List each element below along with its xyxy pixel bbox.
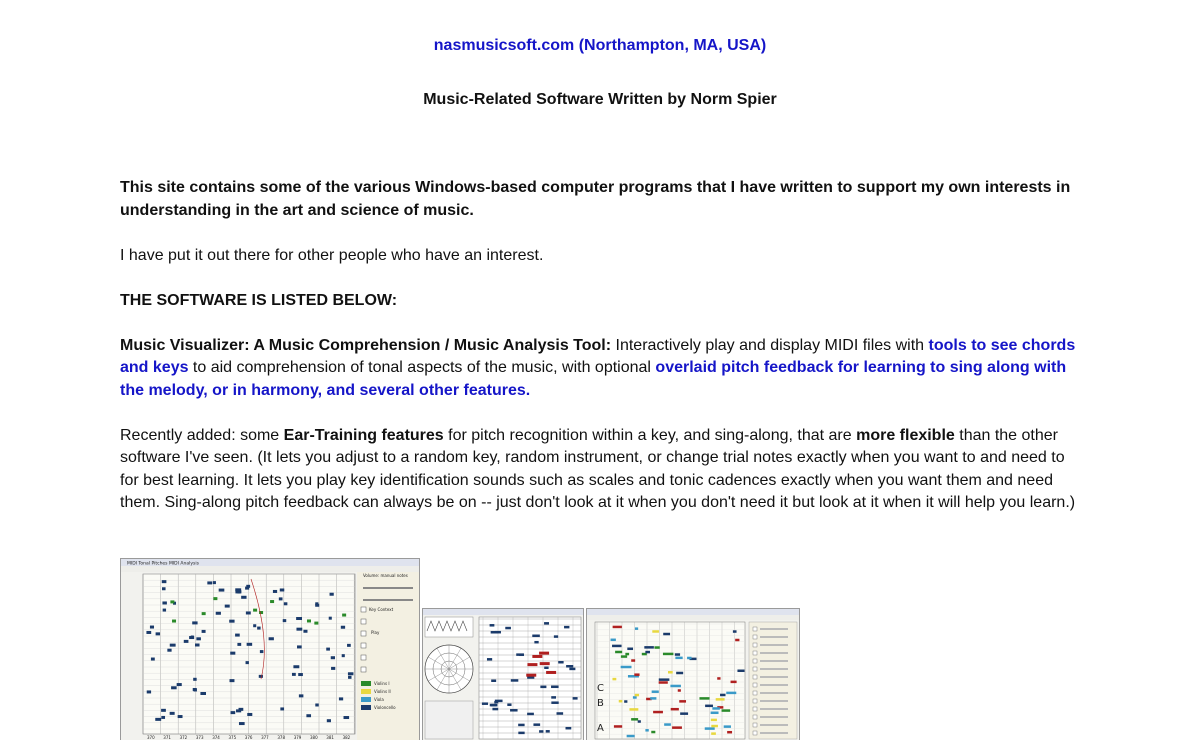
shot3-option xyxy=(760,652,788,654)
track-name: Violins II xyxy=(374,689,391,694)
roll-note xyxy=(299,694,304,697)
shot3-option xyxy=(760,636,788,638)
shot3-option xyxy=(760,716,788,718)
shot3-note-bar xyxy=(722,709,731,712)
axis-tick-label: 372 xyxy=(179,735,188,740)
shot3-note-bar xyxy=(705,705,713,708)
screenshot-3-image xyxy=(587,609,799,740)
staff-note xyxy=(546,730,550,733)
roll-note xyxy=(229,620,234,623)
roll-note xyxy=(273,590,277,593)
staff-note xyxy=(573,697,578,700)
roll-note xyxy=(298,673,303,676)
roll-note xyxy=(284,602,288,605)
roll-note xyxy=(280,588,284,591)
roll-note xyxy=(213,581,216,584)
roll-note xyxy=(161,716,165,719)
shot3-note-bar xyxy=(671,708,679,711)
ear-training-paragraph xyxy=(120,425,1082,515)
shot3-option xyxy=(760,668,788,670)
shot3-option xyxy=(760,708,788,710)
shot3-note-bar xyxy=(731,681,737,684)
shot3-option xyxy=(760,676,788,678)
roll-note xyxy=(247,643,253,646)
staff-note xyxy=(511,679,519,682)
ear-training-text-1: Recently added: some xyxy=(120,426,284,444)
shot3-note-bar xyxy=(726,692,736,695)
shot3-note-bar xyxy=(651,731,655,734)
staff-note xyxy=(551,686,559,689)
staff-note-red xyxy=(540,662,550,665)
staff-note xyxy=(527,713,534,716)
roll-note-highlight xyxy=(213,597,217,600)
roll-note xyxy=(170,644,176,647)
pitch-feedback-link[interactable]: overlaid pitch feedback for learning to sing along with the melody, or in harmony, and several other features xyxy=(120,359,1067,399)
shot3-note-bar xyxy=(653,711,663,714)
page-title: Music-Related Software Written by Norm Spier xyxy=(423,91,777,108)
shot3-option xyxy=(760,724,788,726)
shot3-checkbox xyxy=(753,683,757,687)
chord-letter-c: C xyxy=(597,683,604,694)
roll-note xyxy=(236,709,241,712)
roll-note xyxy=(230,652,235,655)
roll-note xyxy=(191,636,194,639)
roll-note-highlight xyxy=(253,609,257,612)
roll-note xyxy=(151,658,155,661)
roll-note xyxy=(219,589,225,592)
shot3-note-bar xyxy=(645,729,648,732)
staff-note xyxy=(532,635,540,638)
staff-note xyxy=(490,624,495,626)
shot3-note-bar xyxy=(621,666,632,669)
roll-note xyxy=(257,627,260,630)
staff-note xyxy=(507,703,511,706)
roll-note xyxy=(296,628,302,631)
shot3-note-bar xyxy=(659,681,668,684)
roll-note xyxy=(342,654,345,657)
roll-note xyxy=(303,630,307,633)
roll-note xyxy=(279,597,283,600)
roll-note xyxy=(162,580,167,583)
screenshot-music-visualizer[interactable] xyxy=(120,558,420,740)
axis-tick-label: 376 xyxy=(244,735,253,740)
shot3-note-bar xyxy=(711,712,719,715)
roll-note xyxy=(348,676,351,679)
shot3-note-bar xyxy=(614,725,622,728)
shot3-note-bar xyxy=(611,639,616,642)
visualizer-paragraph xyxy=(120,335,1082,403)
axis-tick-label: 380 xyxy=(310,735,318,740)
shot3-checkbox xyxy=(753,731,757,735)
roll-note-highlight xyxy=(170,600,174,603)
screenshot-chord-analysis[interactable] xyxy=(586,608,800,740)
roll-note-highlight xyxy=(202,612,206,615)
roll-note xyxy=(330,593,334,596)
roll-note xyxy=(331,656,335,659)
roll-note-highlight xyxy=(314,622,318,625)
roll-note xyxy=(347,644,351,647)
shot3-note-bar xyxy=(652,630,659,633)
shot1-axis-labels xyxy=(147,735,351,740)
staff-note xyxy=(510,709,517,712)
staff-note xyxy=(505,627,511,630)
roll-note xyxy=(150,626,154,629)
shot3-note-bar xyxy=(699,697,709,700)
shot3-note-bar xyxy=(664,723,671,726)
shot3-note-bar xyxy=(612,645,622,648)
axis-tick-label: 375 xyxy=(228,735,237,740)
visualizer-text-2: to aid comprehension of tonal aspects of the music, with optional xyxy=(188,359,656,376)
roll-note xyxy=(231,711,236,714)
track-swatch xyxy=(361,681,371,686)
shot3-note-bar xyxy=(615,651,622,654)
shot3-note-bar xyxy=(638,720,641,723)
shot3-note-bar xyxy=(711,732,716,735)
track-swatch xyxy=(361,689,371,694)
visualizer-name: Music Visualizer: A Music Comprehension / Music Analysis Tool: xyxy=(120,336,612,354)
staff-note xyxy=(494,701,498,704)
shot3-note-bar xyxy=(678,689,681,692)
shot3-note-bar xyxy=(645,651,650,654)
roll-note-highlight xyxy=(172,620,176,623)
roll-note xyxy=(225,605,230,608)
roll-note xyxy=(235,634,240,637)
roll-note xyxy=(170,712,175,715)
staff-note xyxy=(569,668,575,671)
staff-note xyxy=(491,679,496,682)
roll-note xyxy=(283,619,287,622)
staff-note-red xyxy=(526,674,536,677)
roll-note xyxy=(202,630,206,633)
shot3-checkbox xyxy=(753,635,757,639)
staff-note-red xyxy=(532,655,542,658)
staff-note xyxy=(490,704,497,707)
shot3-option xyxy=(760,628,788,630)
shot3-note-bar xyxy=(737,670,744,673)
more-flexible-bold: more flexible xyxy=(856,426,955,444)
audience-paragraph: I have put it out there for other people who have an interest. xyxy=(120,246,544,264)
shot3-option xyxy=(760,644,788,646)
roll-note xyxy=(329,617,332,620)
shot3-option xyxy=(760,660,788,662)
roll-note xyxy=(156,632,160,635)
staff-note xyxy=(534,641,538,644)
shot3-note-bar xyxy=(679,700,686,703)
roll-note xyxy=(341,626,345,629)
roll-note-highlight xyxy=(342,614,346,617)
roll-note xyxy=(280,707,284,710)
shot3-note-bar xyxy=(711,719,717,722)
staff-note-red xyxy=(546,671,556,674)
shot3-note-bar xyxy=(711,725,718,728)
roll-note xyxy=(339,697,343,700)
staff-note xyxy=(487,658,492,661)
shot3-note-bar xyxy=(624,700,627,703)
pitch-feedback-period: . xyxy=(525,381,531,399)
staff-note xyxy=(491,631,499,634)
roll-note xyxy=(259,675,263,678)
staff-note xyxy=(558,661,563,664)
shot3-note-bar xyxy=(613,626,622,629)
roll-note xyxy=(167,649,171,652)
roll-note xyxy=(331,667,335,670)
ear-training-bold: Ear-Training features xyxy=(283,426,444,444)
staff-note xyxy=(533,723,540,726)
ear-training-text-3: than the other software I've seen. (It lets you adjust to a random key, random instrument, or change trial notes exactly when you want to and need to for best learning. It lets you play key identification sounds such as scales and tonic cadences exactly when you want them and need them. Sing-along pitch feedback can always be on -- just don't look at it when you don't need it but look at it when it will help you learn.) xyxy=(120,426,1076,511)
roll-note xyxy=(253,624,256,627)
axis-tick-label: 378 xyxy=(277,735,286,740)
roll-note xyxy=(260,650,264,653)
shot3-option xyxy=(760,692,788,694)
staff-note xyxy=(539,730,543,733)
chord-letter-a: A xyxy=(597,723,604,734)
shot3-note-bar xyxy=(654,646,659,649)
shot3-checkbox xyxy=(753,659,757,663)
shot3-checkbox xyxy=(753,667,757,671)
shot3-note-bar xyxy=(687,657,691,660)
roll-note-highlight xyxy=(307,619,311,622)
chords-keys-link[interactable]: tools to see chords and keys xyxy=(120,336,1076,376)
roll-note xyxy=(348,672,353,675)
shot3-note-bar xyxy=(629,708,638,711)
roll-note xyxy=(155,718,161,721)
roll-note xyxy=(247,713,252,716)
visualizer-text-1: Interactively play and display MIDI files with xyxy=(611,336,929,354)
roll-note xyxy=(178,715,183,718)
shot3-note-bar xyxy=(634,673,639,676)
shot3-note-bar xyxy=(644,646,654,649)
shot3-note-bar xyxy=(619,700,623,703)
roll-note xyxy=(195,643,200,646)
shot3-note-bar xyxy=(675,653,680,656)
axis-tick-label: 374 xyxy=(212,735,220,740)
roll-note xyxy=(246,661,249,664)
shot3-note-bar xyxy=(680,712,688,715)
roll-note xyxy=(162,587,166,590)
shot3-checkbox xyxy=(753,707,757,711)
staff-note xyxy=(482,702,488,705)
roll-note xyxy=(216,612,221,615)
roll-note xyxy=(146,631,151,634)
main-content xyxy=(120,177,1082,537)
roll-note xyxy=(192,621,197,624)
shot3-note-bar xyxy=(635,694,639,697)
shot3-note-bar xyxy=(672,726,682,729)
software-list-heading: THE SOFTWARE IS LISTED BELOW: xyxy=(120,291,398,309)
shot3-note-bar xyxy=(727,731,732,734)
shot3-checkbox xyxy=(753,715,757,719)
axis-tick-label: 373 xyxy=(195,735,204,740)
shot3-note-bar xyxy=(635,627,638,630)
shot3-note-bar xyxy=(625,653,629,656)
roll-note xyxy=(306,714,311,717)
roll-note xyxy=(196,637,201,640)
shot3-checkbox xyxy=(753,627,757,631)
staff-note xyxy=(544,667,548,670)
ear-training-text-2: for pitch recognition within a key, and sing-along, that are xyxy=(443,426,857,444)
shot3-note-bar xyxy=(676,672,683,675)
staff-note xyxy=(554,635,558,638)
roll-note xyxy=(184,640,189,643)
staff-note xyxy=(564,626,569,629)
shot3-note-bar xyxy=(633,696,637,699)
shot3-note-bar xyxy=(668,671,673,674)
screenshot-gallery xyxy=(120,558,800,740)
roll-note xyxy=(293,665,299,668)
roll-note xyxy=(163,609,166,612)
shot3-note-bar xyxy=(675,657,682,660)
shot3-note-bar xyxy=(670,685,681,688)
axis-tick-label: 377 xyxy=(261,735,269,740)
shot3-note-bar xyxy=(663,633,670,636)
screenshot-2-image xyxy=(423,609,583,740)
shot3-note-bar xyxy=(733,630,737,633)
roll-note xyxy=(246,611,251,614)
intro-paragraph: This site contains some of the various Windows-based computer programs that I have written to support my own interests in understanding in the art and science of music. xyxy=(120,179,1071,219)
shot3-note-bar xyxy=(627,648,633,651)
shot3-option xyxy=(760,732,788,734)
roll-note xyxy=(162,601,166,604)
roll-note xyxy=(327,719,331,722)
shot3-note-bar xyxy=(720,694,725,697)
roll-note xyxy=(296,617,302,620)
shot1-key-context-label: Key Context xyxy=(369,607,394,612)
staff-note xyxy=(566,665,573,668)
track-swatch xyxy=(361,705,371,710)
roll-note xyxy=(297,645,302,648)
axis-tick-label: 379 xyxy=(293,735,302,740)
roll-note xyxy=(239,722,245,725)
roll-note xyxy=(315,703,318,706)
roll-note xyxy=(326,648,330,651)
axis-tick-label: 381 xyxy=(326,735,334,740)
roll-note xyxy=(200,692,206,695)
axis-tick-label: 371 xyxy=(163,735,171,740)
staff-note xyxy=(551,701,558,704)
shot3-checkbox xyxy=(753,723,757,727)
shot3-note-bar xyxy=(663,653,673,656)
roll-note xyxy=(237,643,241,646)
shot3-checkbox xyxy=(753,643,757,647)
track-name: Viola xyxy=(374,697,384,702)
roll-note xyxy=(177,683,182,686)
roll-note xyxy=(207,581,212,584)
shot3-note-bar xyxy=(717,677,720,680)
staff-note xyxy=(540,686,546,689)
staff-note xyxy=(518,724,524,727)
roll-note xyxy=(161,709,166,712)
roll-note xyxy=(147,690,151,693)
screenshot-1-image xyxy=(121,559,419,740)
site-home-link[interactable]: nasmusicsoft.com (Northampton, MA, USA) xyxy=(433,37,767,54)
roll-note xyxy=(292,673,296,676)
shot3-note-bar xyxy=(716,698,725,701)
roll-note xyxy=(344,716,350,719)
shot3-note-bar xyxy=(621,655,627,658)
roll-note xyxy=(193,688,197,691)
shot3-note-bar xyxy=(724,725,731,728)
screenshot-circle-of-fifths[interactable] xyxy=(422,608,584,740)
staff-note xyxy=(492,708,498,711)
roll-note xyxy=(193,678,196,681)
shot3-checkbox xyxy=(753,651,757,655)
staff-note xyxy=(557,712,564,715)
roll-note xyxy=(230,679,235,682)
roll-note xyxy=(269,637,274,640)
track-name: Violins I xyxy=(374,681,390,686)
shot3-checkbox xyxy=(753,699,757,703)
shot3-checkbox xyxy=(753,675,757,679)
shot3-note-bar xyxy=(652,690,659,693)
shot3-note-bar xyxy=(627,735,635,738)
shot1-window-title: MIDI Tonal Pitches MIDI Analysis xyxy=(127,561,199,567)
staff-note xyxy=(516,653,524,656)
staff-note xyxy=(551,696,556,699)
roll-note-highlight xyxy=(270,600,274,603)
staff-note xyxy=(518,732,524,735)
shot1-play-label: Play xyxy=(371,630,380,635)
roll-note xyxy=(245,587,249,590)
shot3-note-bar xyxy=(659,678,670,681)
roll-note xyxy=(171,686,177,689)
roll-note xyxy=(235,588,241,591)
shot3-note-bar xyxy=(631,659,635,662)
shot3-note-bar xyxy=(631,718,638,721)
shot1-volume-label: Volume: manual notes xyxy=(363,573,408,578)
shot3-note-bar xyxy=(735,639,739,642)
axis-tick-label: 382 xyxy=(342,735,351,740)
axis-tick-label: 370 xyxy=(147,735,155,740)
shot3-note-bar xyxy=(712,707,719,710)
roll-note xyxy=(315,604,319,607)
shot3-note-bar xyxy=(612,678,616,681)
shot3-option xyxy=(760,684,788,686)
track-swatch xyxy=(361,697,371,702)
staff-note-red xyxy=(527,663,537,666)
staff-note-red xyxy=(539,652,549,655)
track-name: Violoncello xyxy=(374,705,396,710)
staff-note xyxy=(544,622,549,625)
shot3-option xyxy=(760,700,788,702)
roll-note xyxy=(241,596,246,599)
shot3-note-bar xyxy=(650,697,656,700)
shot3-note-bar xyxy=(705,727,715,730)
shot3-checkbox xyxy=(753,691,757,695)
staff-note xyxy=(566,727,572,730)
chord-letter-b: B xyxy=(597,698,604,709)
